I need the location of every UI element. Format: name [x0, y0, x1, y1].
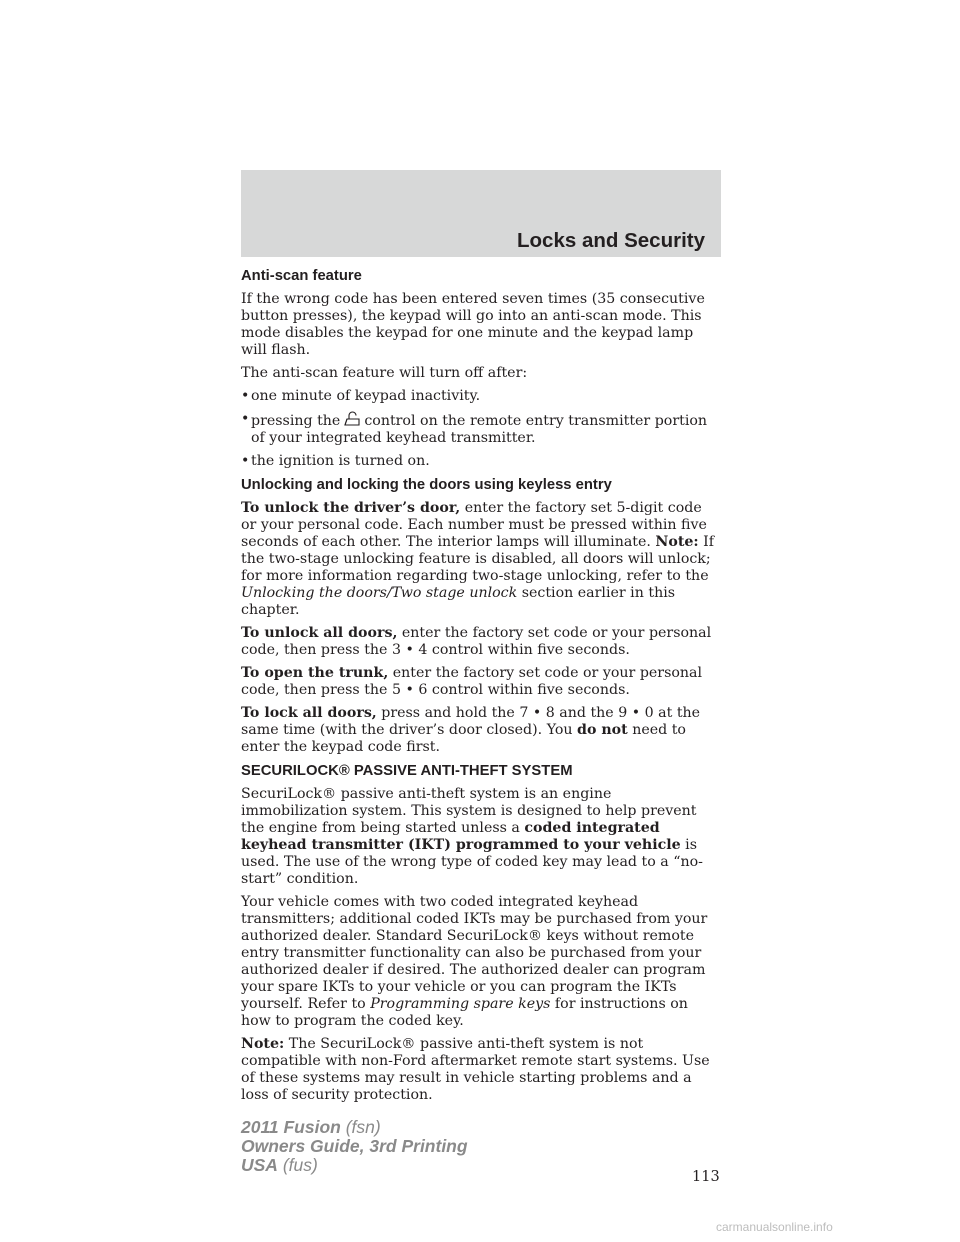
bullet-icon: •: [241, 388, 250, 404]
run-in-heading: To unlock all doors,: [241, 625, 398, 641]
paragraph-text: press and hold the 7 • 8 and the 9 • 0 at the same time (with the driver’s door closed). You: [241, 705, 701, 738]
securilock-paragraph-1: [241, 786, 721, 888]
run-in-heading: To unlock the driver’s door,: [241, 500, 461, 516]
anti-scan-list: [241, 388, 721, 470]
bullet-icon: •: [241, 411, 250, 427]
footer-market: USA: [241, 1155, 278, 1175]
list-item-text: one minute of keypad inactivity.: [251, 388, 481, 404]
list-item-text: the ignition is turned on.: [251, 453, 430, 469]
footer-line-3: [241, 1156, 468, 1175]
paragraph-text: Your vehicle comes with two coded integrated keyhead transmitters; additional coded IKTs may be purchased from your authorized dealer. Standard SecuriLock® keys without remote entry transmitter functionality can also be purchased from your authorized dealer if desired. The authorized dealer can program your spare IKTs to your vehicle or you can program the IKTs yourself. Refer to: [241, 894, 708, 1012]
footer-line-1: [241, 1118, 468, 1137]
anti-scan-paragraph: If the wrong code has been entered seven times (35 consecutive button presses), the keypad will go into an anti-scan mode. This mode disables the keypad for one minute and the keypad lamp will flash.: [241, 291, 705, 358]
list-item-text: pressing the: [251, 413, 341, 429]
paragraph-text: enter the factory set code or your personal code, then press the 3 • 4 control within five seconds.: [241, 625, 712, 658]
lock-all-paragraph: [241, 705, 721, 756]
cross-reference: Unlocking the doors/Two stage unlock: [241, 585, 518, 601]
securilock-note: [241, 1036, 721, 1104]
bullet-icon: •: [241, 453, 250, 469]
paragraph-text: enter the factory set code or your personal code, then press the 5 • 6 control within five seconds.: [241, 665, 703, 698]
note-label: Note:: [655, 534, 699, 550]
list-item: [241, 388, 721, 405]
site-watermark: carmanualsonline.info: [716, 1220, 833, 1234]
list-item-text: control on the remote entry transmitter portion of your integrated keyhead transmitter.: [251, 413, 708, 446]
anti-scan-intro: The anti-scan feature will turn off after:: [241, 365, 528, 381]
paragraph-text: The SecuriLock® passive anti-theft system is not compatible with non-Ford aftermarket remote start systems. Use of these systems may result in vehicle starting problems and a loss of security protection.: [241, 1036, 710, 1103]
page-number: 113: [692, 1169, 720, 1185]
securilock-paragraph-2: [241, 894, 721, 1030]
footer-line-2: Owners Guide, 3rd Printing: [241, 1136, 468, 1156]
section-header-band: [241, 170, 721, 257]
unlock-icon: [342, 411, 362, 426]
run-in-heading: To lock all doors,: [241, 705, 377, 721]
open-trunk-paragraph: [241, 665, 721, 699]
paragraph-text: is used. The use of the wrong type of coded key may lead to a “no-start” condition.: [241, 837, 703, 887]
footer-model: 2011 Fusion: [241, 1117, 341, 1137]
paragraph-text: need to enter the keypad code first.: [241, 722, 686, 755]
paragraph-text: for instructions on how to program the coded key.: [241, 996, 688, 1029]
footer-code: (fus): [277, 1155, 318, 1175]
paragraph-text: If the two-stage unlocking feature is disabled, all doors will unlock; for more information regarding two-stage unlocking, refer to the: [241, 534, 715, 584]
unlock-driver-paragraph: [241, 500, 721, 619]
page-content: [241, 267, 721, 1110]
cross-reference: Programming spare keys: [370, 996, 551, 1012]
print-footer: [241, 1118, 468, 1175]
list-item: [241, 411, 721, 447]
anti-scan-heading: Anti-scan feature: [241, 268, 362, 284]
keyless-entry-heading: Unlocking and locking the doors using keyless entry: [241, 477, 612, 493]
emphasis: coded integrated keyhead transmitter (IKT) programmed to your vehicle: [241, 820, 681, 853]
run-in-heading: To open the trunk,: [241, 665, 389, 681]
emphasis: do not: [577, 722, 628, 738]
note-label: Note:: [241, 1036, 285, 1052]
unlock-all-paragraph: [241, 625, 721, 659]
paragraph-text: enter the factory set 5-digit code or your personal code. Each number must be pressed within five seconds of each other. The interior lamps will illuminate.: [241, 500, 707, 550]
paragraph-text: section earlier in this chapter.: [241, 585, 676, 618]
footer-code: (fsn): [340, 1117, 381, 1137]
paragraph-text: SecuriLock® passive anti-theft system is an engine immobilization system. This system is designed to help prevent the engine from being started unless a: [241, 786, 697, 836]
securilock-heading: SECURILOCK® PASSIVE ANTI-THEFT SYSTEM: [241, 763, 573, 779]
section-title: Locks and Security: [517, 229, 705, 252]
list-item: [241, 453, 721, 470]
